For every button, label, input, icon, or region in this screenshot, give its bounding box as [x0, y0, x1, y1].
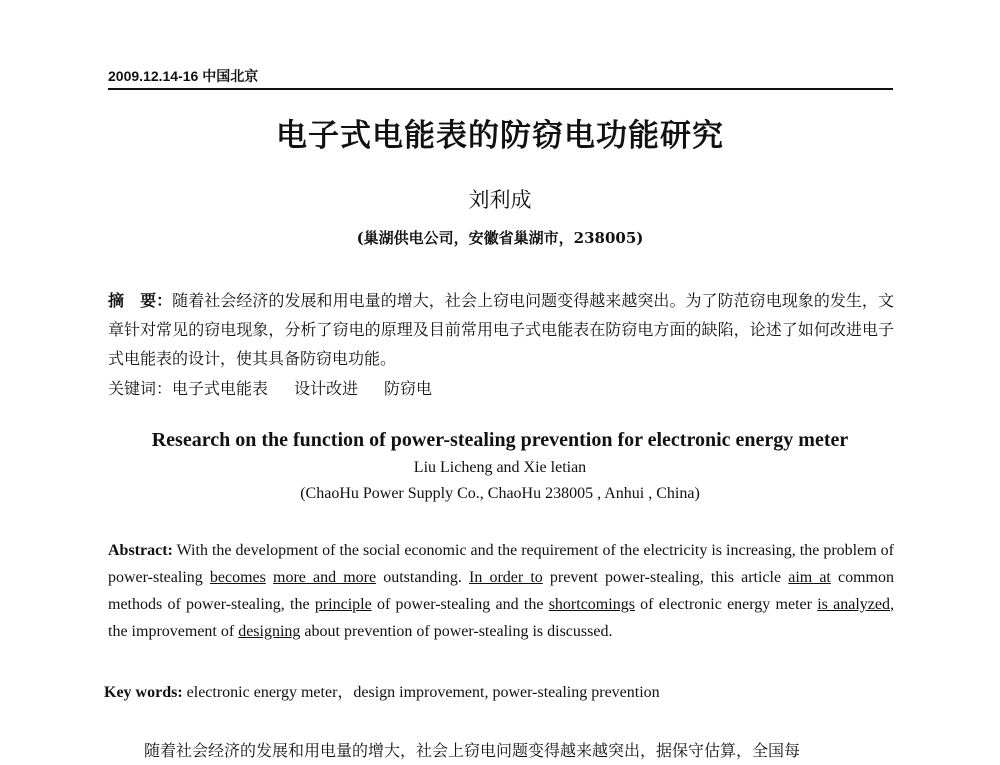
abstract-text: outstanding. — [376, 569, 469, 586]
chinese-affiliation: (巢湖供电公司，安徽省巢湖市，238005) — [356, 229, 644, 247]
underlined-term: shortcomings — [548, 596, 635, 613]
chinese-abstract-label: 摘 要： — [108, 291, 173, 310]
chinese-abstract — [108, 286, 894, 373]
underlined-term: aim at — [788, 569, 831, 586]
underlined-term: more and more — [273, 569, 377, 586]
english-affiliation: (ChaoHu Power Supply Co., ChaoHu 238005 , Anhui , China) — [300, 485, 700, 502]
underlined-term: designing — [238, 623, 301, 640]
chinese-keywords-label: 关键词： — [108, 379, 173, 398]
abstract-text: of electronic energy meter — [634, 596, 818, 613]
abstract-text: about prevention of power-stealing is discussed. — [300, 623, 613, 640]
abstract-text: of power-stealing and the — [371, 596, 549, 613]
abstract-text: With the development of the social economic and the requirement of the electricity is increasing, the problem of power-stealing — [108, 542, 894, 586]
abstract-text: common methods of power-stealing, the — [108, 569, 895, 613]
english-title: Research on the function of power-stealing prevention for electronic energy meter — [151, 429, 849, 451]
underlined-term: becomes — [209, 569, 266, 586]
chinese-abstract-text: 随着社会经济的发展和用电量的增大，社会上窃电问题变得越来越突出。为了防范窃电现象的发生，文章针对常见的窃电现象，分析了窃电的原理及目前常用电子式电能表在防窃电方面的缺陷，论述了如何改进电子式电能表的设计，使其具备防窃电功能。 — [108, 291, 894, 368]
chinese-keyword: 电子式电能表 — [172, 379, 269, 398]
underlined-term: is analyzed — [817, 596, 891, 613]
chinese-keyword: 防窃电 — [384, 379, 433, 398]
english-keywords — [104, 679, 894, 706]
english-keywords-label: Key words: — [104, 684, 183, 701]
english-keywords-text: electronic energy meter，design improvement, power-stealing prevention — [182, 684, 660, 701]
abstract-text — [266, 569, 273, 586]
chinese-keywords — [108, 374, 894, 403]
abstract-text: , the improvement of — [108, 596, 895, 640]
english-authors: Liu Licheng and Xie letian — [413, 459, 587, 476]
underlined-term: principle — [314, 596, 372, 613]
chinese-author: 刘利成 — [468, 188, 532, 212]
chinese-title: 电子式电能表的防窃电功能研究 — [276, 118, 724, 154]
body-paragraph: 随着社会经济的发展和用电量的增大，社会上窃电问题变得越来越突出，据保守估算，全国每 — [144, 741, 801, 760]
abstract-text: prevent power-stealing, this article — [542, 569, 789, 586]
english-abstract-label: Abstract: — [108, 542, 173, 559]
english-abstract — [108, 537, 894, 645]
header-rule — [108, 88, 893, 90]
underlined-term: In order to — [469, 569, 543, 586]
conference-header: 2009.12.14-16 中国北京 — [108, 68, 259, 84]
chinese-keyword: 设计改进 — [294, 379, 359, 398]
